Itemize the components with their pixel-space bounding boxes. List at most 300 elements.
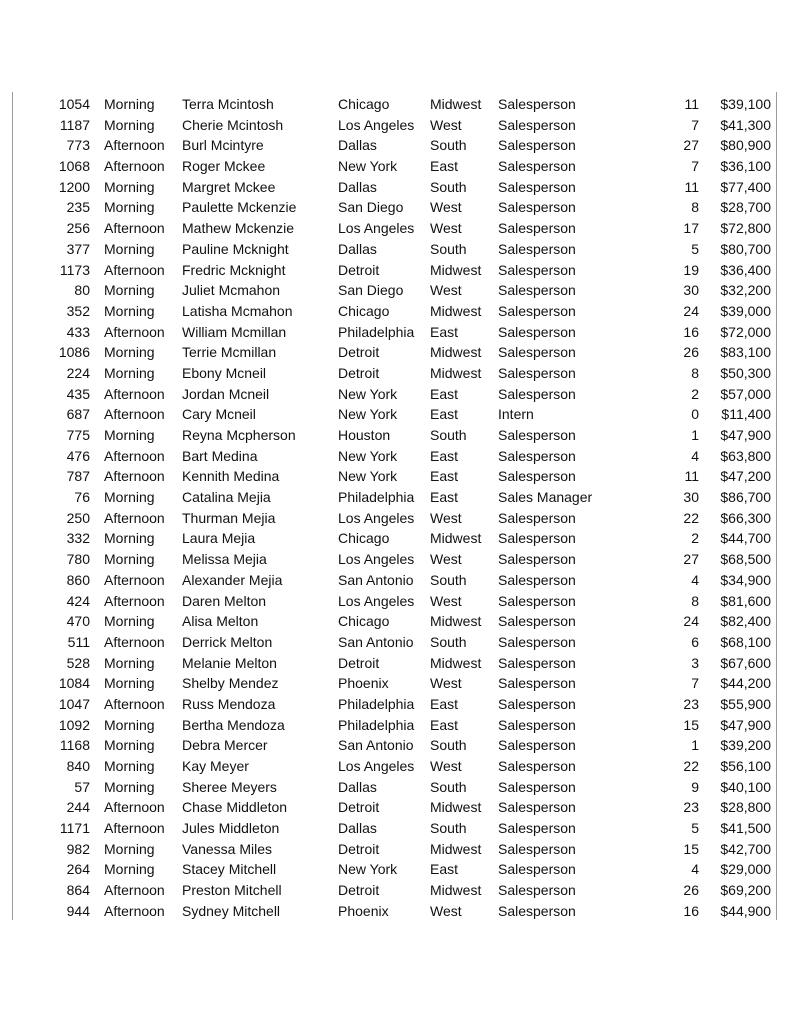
city-cell: Dallas (338, 178, 377, 195)
employee-id-cell: 982 (66, 840, 90, 857)
table-row (0, 280, 791, 301)
shift-cell: Afternoon (104, 882, 165, 899)
employee-id-cell: 424 (66, 592, 90, 609)
years-cell: 6 (691, 633, 699, 650)
employee-name-cell: Sydney Mitchell (182, 902, 281, 919)
region-cell: South (430, 778, 467, 795)
employee-id-cell: 1047 (58, 695, 90, 712)
years-cell: 30 (683, 489, 699, 506)
shift-cell: Morning (104, 364, 155, 381)
employee-name-cell: Bart Medina (182, 447, 258, 464)
years-cell: 4 (691, 447, 699, 464)
job-title-cell: Salesperson (498, 385, 576, 402)
table-row (0, 508, 791, 529)
salary-cell: $72,800 (720, 220, 771, 237)
years-cell: 0 (691, 406, 699, 423)
region-cell: South (430, 137, 467, 154)
region-cell: Midwest (430, 96, 482, 112)
shift-cell: Afternoon (104, 509, 165, 526)
city-cell: San Antonio (338, 571, 414, 588)
employee-id-cell: 864 (66, 882, 90, 899)
table-row (0, 260, 791, 281)
city-cell: San Diego (338, 282, 404, 299)
shift-cell: Morning (104, 240, 155, 257)
region-cell: Midwest (430, 302, 482, 319)
shift-cell: Afternoon (104, 447, 165, 464)
employee-name-cell: Debra Mercer (182, 737, 268, 754)
city-cell: Philadelphia (338, 323, 415, 340)
shift-cell: Morning (104, 654, 155, 671)
job-title-cell: Salesperson (498, 882, 576, 899)
region-cell: West (430, 551, 462, 568)
employee-name-cell: Terra Mcintosh (182, 96, 274, 112)
employee-id-cell: 224 (66, 364, 90, 381)
years-cell: 11 (684, 468, 699, 485)
employee-name-cell: Reyna Mcpherson (182, 427, 296, 443)
salary-cell: $32,200 (720, 282, 771, 299)
employee-name-cell: Paulette Mckenzie (182, 199, 297, 216)
employee-id-cell: 76 (74, 489, 90, 506)
table-row (0, 404, 791, 425)
years-cell: 9 (691, 778, 699, 795)
job-title-cell: Salesperson (498, 447, 576, 464)
salary-cell: $40,100 (720, 778, 771, 795)
salary-cell: $82,400 (720, 613, 771, 630)
employee-name-cell: Burl Mcintyre (182, 137, 264, 154)
employee-id-cell: 57 (74, 778, 90, 795)
table-row (0, 859, 791, 880)
city-cell: New York (338, 861, 398, 878)
region-cell: West (430, 509, 462, 526)
city-cell: Los Angeles (338, 116, 415, 133)
salary-cell: $72,000 (720, 323, 771, 340)
region-cell: West (430, 220, 462, 237)
table-row (0, 94, 791, 115)
table-row (0, 715, 791, 736)
employee-name-cell: Laura Mejia (182, 530, 256, 547)
region-cell: East (430, 695, 459, 712)
years-cell: 22 (683, 509, 699, 526)
shift-cell: Afternoon (104, 571, 165, 588)
region-cell: South (430, 427, 467, 443)
salary-cell: $80,900 (720, 137, 771, 154)
region-cell: Midwest (430, 261, 482, 278)
years-cell: 7 (691, 675, 699, 692)
job-title-cell: Salesperson (498, 240, 576, 257)
job-title-cell: Salesperson (498, 551, 576, 568)
city-cell: Phoenix (338, 902, 389, 919)
job-title-cell: Salesperson (498, 613, 576, 630)
employee-id-cell: 352 (66, 302, 90, 319)
shift-cell: Afternoon (104, 633, 165, 650)
city-cell: San Antonio (338, 633, 414, 650)
employee-name-cell: Juliet Mcmahon (182, 282, 281, 299)
table-row (0, 487, 791, 508)
salary-cell: $47,200 (720, 468, 771, 485)
employee-name-cell: Cherie Mcintosh (182, 116, 284, 133)
city-cell: Chicago (338, 530, 390, 547)
employee-id-cell: 1168 (59, 737, 90, 754)
city-cell: Chicago (338, 96, 390, 112)
city-cell: Houston (338, 427, 391, 443)
region-cell: East (430, 489, 459, 506)
shift-cell: Morning (104, 778, 155, 795)
job-title-cell: Salesperson (498, 799, 576, 816)
table-row (0, 156, 791, 177)
years-cell: 19 (683, 261, 699, 278)
table-row (0, 756, 791, 777)
shift-cell: Morning (104, 178, 155, 195)
employee-name-cell: Roger Mckee (182, 158, 266, 175)
job-title-cell: Sales Manager (498, 489, 593, 506)
years-cell: 8 (691, 592, 699, 609)
shift-cell: Morning (104, 116, 155, 133)
city-cell: Detroit (338, 840, 380, 857)
region-cell: West (430, 758, 462, 774)
employee-name-cell: Jordan Mcneil (182, 385, 270, 402)
employee-id-cell: 1054 (58, 96, 90, 112)
salary-cell: $41,500 (720, 820, 771, 837)
employee-id-cell: 332 (66, 530, 90, 547)
job-title-cell: Salesperson (498, 344, 576, 361)
region-cell: East (430, 468, 459, 485)
table-row (0, 818, 791, 839)
employee-id-cell: 944 (66, 902, 90, 919)
salary-cell: $29,000 (720, 861, 771, 878)
region-cell: East (430, 158, 459, 175)
city-cell: Philadelphia (338, 489, 415, 506)
table-row (0, 466, 791, 487)
table-row (0, 135, 791, 156)
region-cell: West (430, 592, 462, 609)
city-cell: New York (338, 158, 398, 175)
job-title-cell: Salesperson (498, 199, 576, 216)
region-cell: Midwest (430, 654, 482, 671)
employee-name-cell: Vanessa Miles (182, 840, 273, 857)
years-cell: 27 (683, 137, 699, 154)
job-title-cell: Salesperson (498, 323, 576, 340)
city-cell: New York (338, 447, 398, 464)
job-title-cell: Salesperson (498, 364, 576, 381)
region-cell: South (430, 571, 467, 588)
shift-cell: Morning (104, 302, 155, 319)
city-cell: New York (338, 468, 398, 485)
employee-name-cell: Stacey Mitchell (182, 861, 277, 878)
table-row (0, 425, 791, 446)
shift-cell: Afternoon (104, 261, 165, 278)
years-cell: 15 (683, 840, 699, 857)
region-cell: Midwest (430, 882, 482, 899)
years-cell: 11 (684, 178, 699, 195)
salary-cell: $55,900 (720, 695, 771, 712)
salary-cell: $44,200 (720, 675, 771, 692)
shift-cell: Morning (104, 861, 155, 878)
city-cell: Dallas (338, 240, 377, 257)
table-row (0, 632, 791, 653)
years-cell: 23 (683, 695, 699, 712)
job-title-cell: Salesperson (498, 716, 576, 733)
shift-cell: Afternoon (104, 902, 165, 919)
employee-id-cell: 687 (66, 406, 90, 423)
region-cell: South (430, 178, 467, 195)
city-cell: Detroit (338, 344, 380, 361)
job-title-cell: Salesperson (498, 737, 576, 754)
job-title-cell: Salesperson (498, 509, 576, 526)
job-title-cell: Salesperson (498, 302, 576, 319)
salary-cell: $83,100 (720, 344, 771, 361)
table-row (0, 735, 791, 756)
employee-name-cell: Thurman Mejia (182, 509, 276, 526)
salary-cell: $11,400 (721, 406, 771, 423)
years-cell: 30 (683, 282, 699, 299)
table-row (0, 115, 791, 136)
employee-id-cell: 435 (66, 385, 90, 402)
employee-name-cell: Jules Middleton (182, 820, 280, 837)
years-cell: 7 (691, 158, 699, 175)
salary-cell: $57,000 (720, 385, 771, 402)
region-cell: East (430, 385, 459, 402)
employee-name-cell: Terrie Mcmillan (182, 344, 277, 361)
shift-cell: Morning (104, 199, 155, 216)
employee-id-cell: 244 (66, 799, 90, 816)
city-cell: Detroit (338, 654, 380, 671)
shift-cell: Morning (104, 613, 155, 630)
table-row (0, 611, 791, 632)
table-row (0, 384, 791, 405)
years-cell: 4 (691, 571, 699, 588)
years-cell: 15 (683, 716, 699, 733)
shift-cell: Morning (104, 96, 155, 112)
job-title-cell: Salesperson (498, 96, 576, 112)
salary-cell: $47,900 (720, 427, 771, 443)
employee-name-cell: Preston Mitchell (182, 882, 282, 899)
city-cell: Los Angeles (338, 551, 415, 568)
salary-cell: $56,100 (720, 758, 771, 774)
years-cell: 26 (683, 344, 699, 361)
shift-cell: Afternoon (104, 220, 165, 237)
shift-cell: Morning (104, 551, 155, 568)
employee-name-cell: Ebony Mcneil (182, 364, 267, 381)
job-title-cell: Salesperson (498, 178, 576, 195)
city-cell: Dallas (338, 137, 377, 154)
years-cell: 5 (691, 240, 699, 257)
salary-cell: $47,900 (720, 716, 771, 733)
salary-cell: $28,700 (720, 199, 771, 216)
years-cell: 22 (683, 758, 699, 774)
city-cell: Dallas (338, 778, 377, 795)
job-title-cell: Salesperson (498, 758, 576, 774)
salary-cell: $67,600 (720, 654, 771, 671)
employee-id-cell: 511 (67, 633, 90, 650)
years-cell: 16 (683, 323, 699, 340)
job-title-cell: Salesperson (498, 778, 576, 795)
shift-cell: Afternoon (104, 695, 165, 712)
employee-name-cell: Alexander Mejia (182, 571, 283, 588)
years-cell: 23 (683, 799, 699, 816)
region-cell: South (430, 737, 467, 754)
region-cell: West (430, 902, 462, 919)
employee-id-cell: 264 (66, 861, 90, 878)
job-title-cell: Salesperson (498, 633, 576, 650)
table-row (0, 301, 791, 322)
employee-id-cell: 433 (66, 323, 90, 340)
region-cell: Midwest (430, 840, 482, 857)
city-cell: Los Angeles (338, 220, 415, 237)
shift-cell: Afternoon (104, 385, 165, 402)
employee-name-cell: Fredric Mcknight (182, 261, 286, 278)
region-cell: East (430, 406, 459, 423)
salary-cell: $28,800 (720, 799, 771, 816)
shift-cell: Morning (104, 344, 155, 361)
shift-cell: Morning (104, 758, 155, 774)
years-cell: 3 (691, 654, 699, 671)
salary-cell: $80,700 (720, 240, 771, 257)
shift-cell: Afternoon (104, 592, 165, 609)
salary-cell: $68,100 (720, 633, 771, 650)
years-cell: 5 (691, 820, 699, 837)
region-cell: Midwest (430, 799, 482, 816)
employee-name-cell: Alisa Melton (182, 613, 259, 630)
employee-name-cell: Sheree Meyers (182, 778, 277, 795)
city-cell: San Antonio (338, 737, 414, 754)
job-title-cell: Intern (498, 406, 534, 423)
job-title-cell: Salesperson (498, 695, 576, 712)
employee-id-cell: 470 (66, 613, 90, 630)
employee-id-cell: 235 (66, 199, 90, 216)
employee-name-cell: Kay Meyer (182, 758, 249, 774)
employee-id-cell: 787 (66, 468, 90, 485)
shift-cell: Afternoon (104, 799, 165, 816)
years-cell: 1 (691, 737, 699, 754)
years-cell: 8 (691, 199, 699, 216)
employee-name-cell: Derrick Melton (182, 633, 273, 650)
job-title-cell: Salesperson (498, 220, 576, 237)
shift-cell: Morning (104, 427, 155, 443)
years-cell: 2 (691, 530, 699, 547)
employee-name-cell: Melissa Mejia (182, 551, 267, 568)
employee-id-cell: 1086 (58, 344, 90, 361)
table-row (0, 653, 791, 674)
table-row (0, 239, 791, 260)
region-cell: Midwest (430, 364, 482, 381)
employee-name-cell: Shelby Mendez (182, 675, 279, 692)
employee-name-cell: Russ Mendoza (182, 695, 276, 712)
shift-cell: Morning (104, 530, 155, 547)
table-row (0, 591, 791, 612)
city-cell: Detroit (338, 882, 380, 899)
employee-id-cell: 773 (66, 137, 90, 154)
salary-cell: $39,200 (720, 737, 771, 754)
table-row (0, 880, 791, 901)
employee-name-cell: Cary Mcneil (182, 406, 256, 423)
city-cell: Detroit (338, 364, 380, 381)
employee-id-cell: 377 (66, 240, 90, 257)
salary-cell: $44,700 (720, 530, 771, 547)
table-row (0, 177, 791, 198)
region-cell: West (430, 116, 462, 133)
years-cell: 26 (683, 882, 699, 899)
city-cell: Detroit (338, 261, 380, 278)
region-cell: East (430, 323, 459, 340)
city-cell: Philadelphia (338, 716, 415, 733)
employee-id-cell: 476 (66, 447, 90, 464)
region-cell: South (430, 240, 467, 257)
employee-id-cell: 1068 (58, 158, 90, 175)
employee-id-cell: 1187 (59, 116, 90, 133)
years-cell: 2 (691, 385, 699, 402)
shift-cell: Afternoon (104, 406, 165, 423)
city-cell: Dallas (338, 820, 377, 837)
salary-cell: $63,800 (720, 447, 771, 464)
table-row (0, 797, 791, 818)
city-cell: New York (338, 385, 398, 402)
table-row (0, 363, 791, 384)
shift-cell: Afternoon (104, 468, 165, 485)
table-row (0, 839, 791, 860)
city-cell: Chicago (338, 613, 390, 630)
employee-name-cell: William Mcmillan (182, 323, 287, 340)
shift-cell: Afternoon (104, 820, 165, 837)
employee-id-cell: 1092 (58, 716, 90, 733)
years-cell: 24 (683, 613, 699, 630)
employee-id-cell: 80 (74, 282, 90, 299)
employee-name-cell: Daren Melton (182, 592, 267, 609)
table-row (0, 673, 791, 694)
years-cell: 1 (691, 427, 699, 443)
job-title-cell: Salesperson (498, 820, 576, 837)
years-cell: 8 (691, 364, 699, 381)
employee-name-cell: Bertha Mendoza (182, 716, 285, 733)
employee-id-cell: 528 (66, 654, 90, 671)
job-title-cell: Salesperson (498, 861, 576, 878)
region-cell: East (430, 861, 459, 878)
employee-name-cell: Margret Mckee (182, 178, 276, 195)
salary-cell: $44,900 (720, 902, 771, 919)
employee-id-cell: 780 (66, 551, 90, 568)
region-cell: Midwest (430, 530, 482, 547)
city-cell: Los Angeles (338, 509, 415, 526)
job-title-cell: Salesperson (498, 530, 576, 547)
region-cell: West (430, 199, 462, 216)
city-cell: Los Angeles (338, 592, 415, 609)
years-cell: 4 (691, 861, 699, 878)
salary-cell: $68,500 (720, 551, 771, 568)
years-cell: 27 (683, 551, 699, 568)
salary-cell: $34,900 (720, 571, 771, 588)
salary-cell: $39,000 (720, 302, 771, 319)
table-row (0, 322, 791, 343)
city-cell: Chicago (338, 302, 390, 319)
salary-cell: $36,100 (720, 158, 771, 175)
table-row (0, 777, 791, 798)
shift-cell: Afternoon (104, 137, 165, 154)
job-title-cell: Salesperson (498, 158, 576, 175)
employee-name-cell: Catalina Mejia (182, 489, 271, 506)
region-cell: South (430, 633, 467, 650)
job-title-cell: Salesperson (498, 137, 576, 154)
table-row (0, 218, 791, 239)
employee-name-cell: Pauline Mcknight (182, 240, 289, 257)
job-title-cell: Salesperson (498, 571, 576, 588)
city-cell: San Diego (338, 199, 404, 216)
years-cell: 16 (683, 902, 699, 919)
employee-table (0, 94, 791, 922)
job-title-cell: Salesperson (498, 261, 576, 278)
region-cell: Midwest (430, 344, 482, 361)
region-cell: South (430, 820, 467, 837)
table-row (0, 549, 791, 570)
salary-cell: $69,200 (720, 882, 771, 899)
